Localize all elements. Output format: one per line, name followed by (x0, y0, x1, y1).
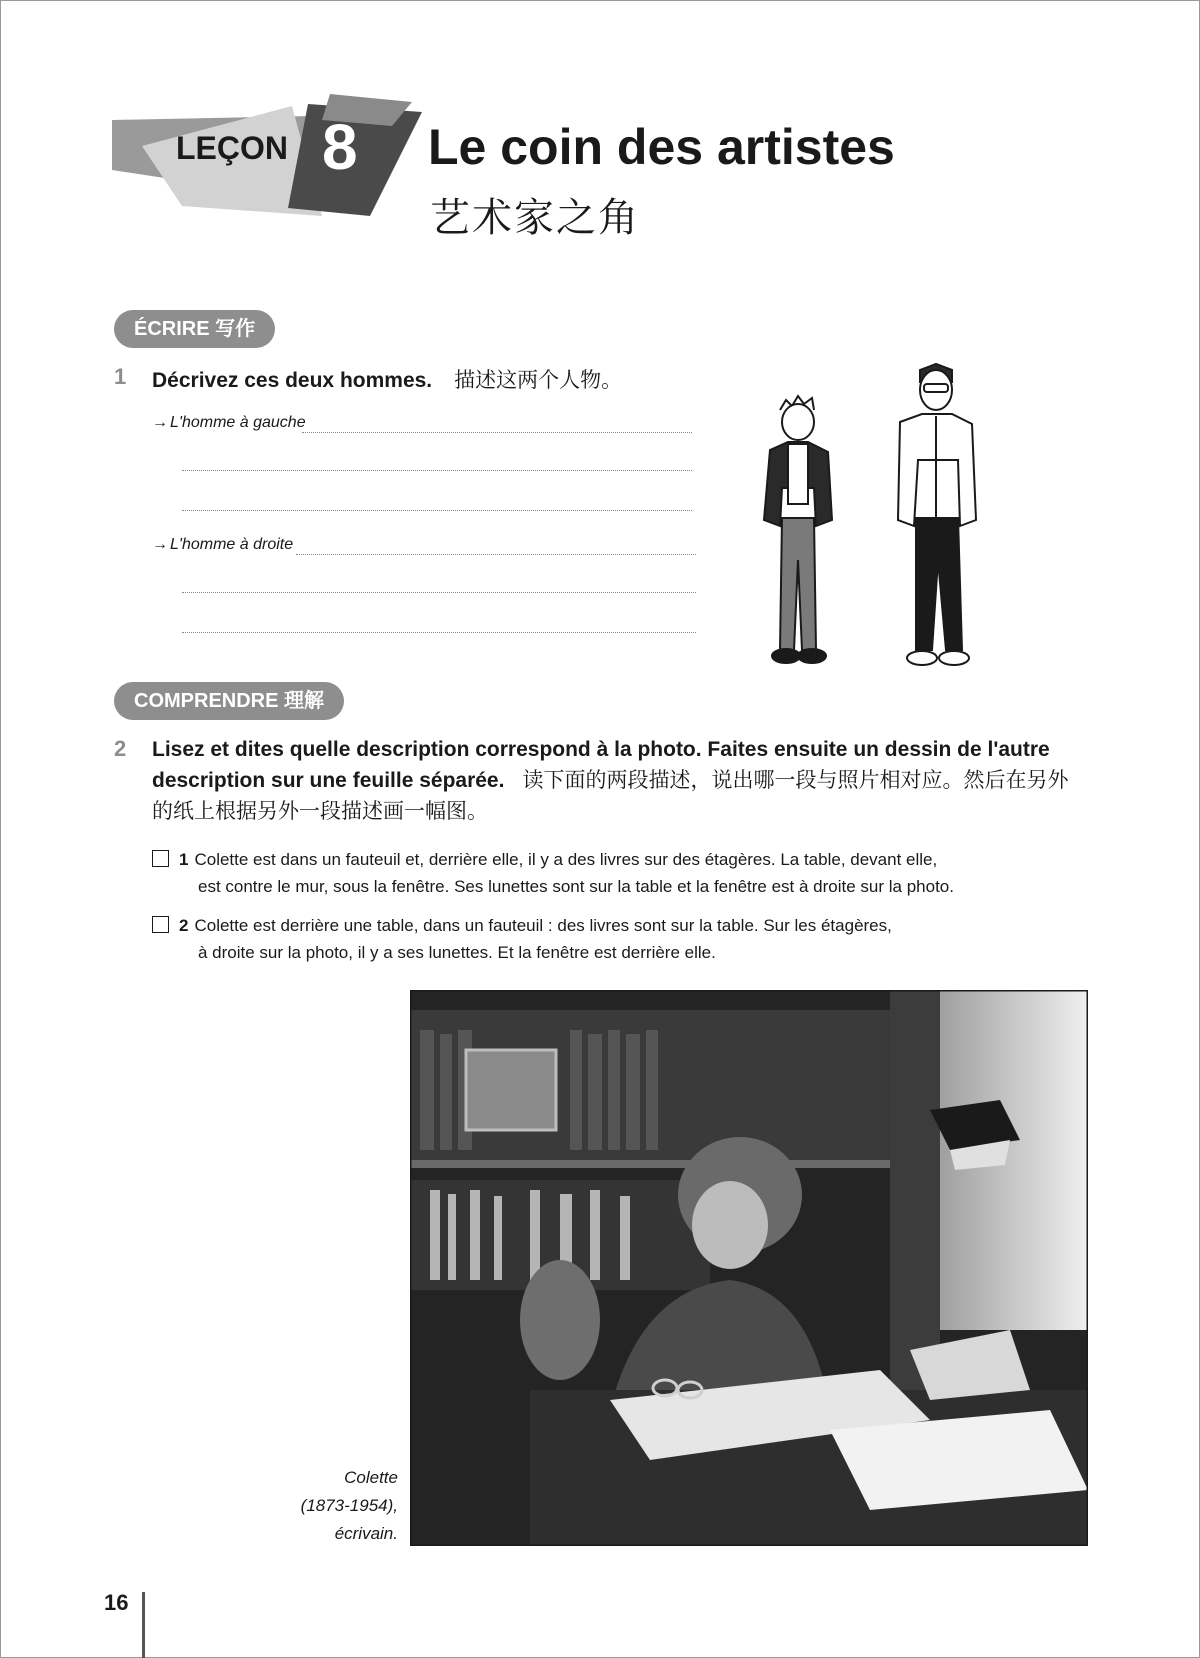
colette-photo (410, 990, 1088, 1546)
answer-line[interactable] (182, 470, 692, 471)
man-right-figure (898, 364, 976, 665)
answer-line[interactable] (182, 592, 696, 593)
option-1-line-1: Colette est dans un fauteuil et, derrière elle, il y a des livres sur des étagères. La table, devant elle, (194, 850, 938, 869)
arrow-icon: → (152, 536, 168, 553)
answer-line[interactable] (182, 510, 692, 511)
option-1-number: 1 (179, 850, 189, 869)
prompt-right-man-label: L'homme à droite (170, 536, 294, 553)
prompt-right-man (152, 536, 293, 554)
lesson-label: LEÇON (176, 130, 288, 166)
exercise-2-instruction (152, 734, 1082, 827)
option-1-line-2: est contre le mur, sous la fenêtre. Ses lunettes sont sur la table et la fenêtre est à droite sur la photo. (198, 877, 954, 896)
exercise-1-instruction-fr: Décrivez ces deux hommes. (152, 369, 433, 392)
exercise-1-instruction (152, 364, 622, 394)
option-2-checkbox[interactable] (152, 916, 169, 933)
exercise-1-instruction-zh: 描述这两个人物。 (454, 369, 623, 392)
arrow-icon: → (152, 414, 168, 431)
lesson-number: 8 (322, 111, 358, 183)
man-left-figure (764, 396, 832, 663)
page-title-french: Le coin des artistes (428, 119, 895, 175)
answer-line[interactable] (302, 432, 692, 433)
page-number: 16 (104, 1590, 129, 1615)
exercise-2-instruction-fr: Lisez et dites quelle description correspond à la photo. Faites ensuite un dessin de l'autre description sur une feuille séparée. (152, 738, 1050, 792)
footer-divider (142, 1592, 145, 1658)
caption-role: écrivain. (334, 1524, 398, 1543)
answer-line[interactable] (296, 554, 696, 555)
caption-name: Colette (344, 1468, 398, 1487)
photo-caption (270, 1464, 398, 1548)
exercise-1-number: 1 (114, 364, 127, 389)
caption-dates: (1873-1954), (300, 1496, 398, 1515)
prompt-left-man (152, 414, 306, 432)
two-men-illustration (740, 360, 1030, 700)
option-1-checkbox[interactable] (152, 850, 169, 867)
prompt-left-man-label: L'homme à gauche (170, 414, 306, 431)
page-title-chinese: 艺术家之角 (430, 196, 640, 240)
option-2-line-1: Colette est derrière une table, dans un fauteuil : des livres sont sur la table. Sur les étagères, (194, 916, 892, 935)
exercise-2-number: 2 (114, 736, 127, 761)
description-option-1 (152, 846, 982, 900)
exercise-2-instruction-zh: 读下面的两段描述，说出哪一段与照片相对应。然后在另外的纸上根据另外一段描述画一幅图。 (152, 769, 1069, 823)
section-pill-comprendre: COMPRENDRE 理解 (114, 682, 344, 720)
option-2-number: 2 (179, 916, 189, 935)
option-2-line-2: à droite sur la photo, il y a ses lunettes. Et la fenêtre est derrière elle. (198, 943, 716, 962)
answer-line[interactable] (182, 632, 696, 633)
section-pill-ecrire: ÉCRIRE 写作 (114, 310, 275, 348)
description-option-2 (152, 912, 982, 966)
